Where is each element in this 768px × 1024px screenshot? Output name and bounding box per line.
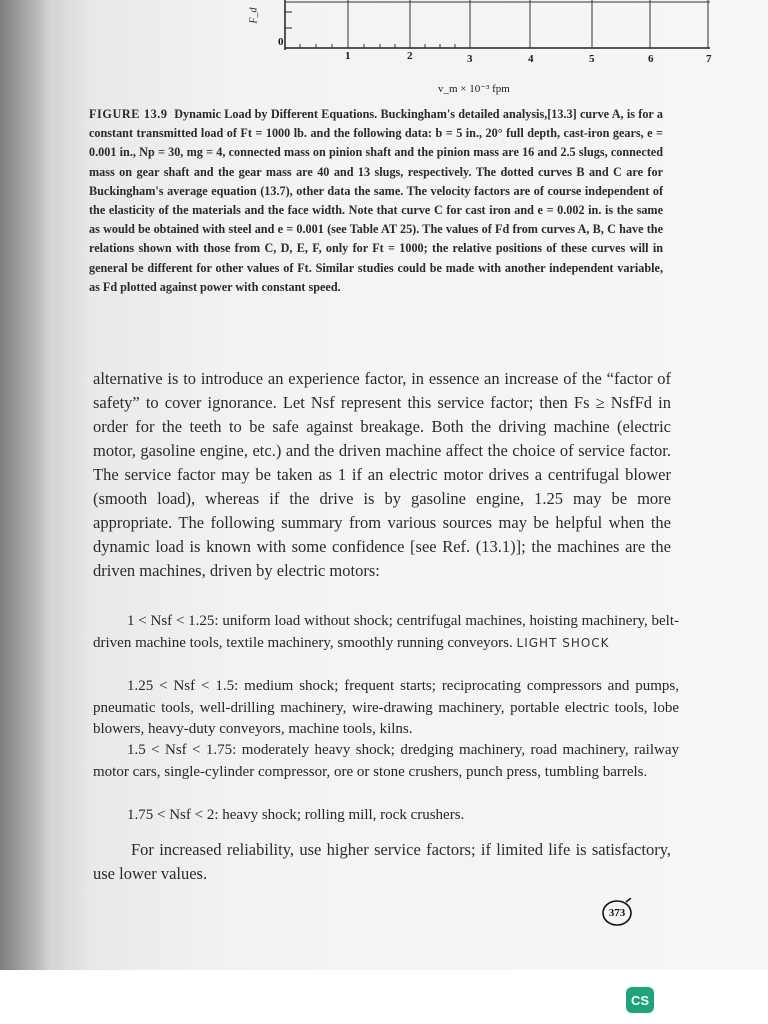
list-item-text: uniform load without shock; centrifugal machines, hoisting machinery, belt-driven machine tools, textile machinery, smoothly running conveyors. bbox=[93, 613, 679, 651]
page-shadow bbox=[0, 0, 52, 970]
caption-text: Dynamic Load by Different Equations. Buckingham's detailed analysis,[13.3] curve A, is for a constant transmitted load of Ft = 1000 lb. and the following data: b = 5 in., 20° full depth, cast-iron gears, e = 0.001 in., Np = 30, mg = 4, connected mass on pinion shaft and the pinion mass are 16 and 2.5 slugs, connected mass on gear shaft and the gear mass are 40 and 13 slugs, respectively. The dotted curves B and C are for Buckingham's average equation (13.7), other data the same. The velocity factors are of course independent of the elasticity of the materials and the face width. Note that curve C for cast iron and e = 0.002 in. is the same as would be obtained with steel and e = 0.001 (see Table AT 25). The values of Fd from curves A, B, C have the relations shown with those from C, D, E, F, only for Ft = 1000; the relative positions of these curves will in general be different for other values of Ft. Similar studies could be made with another independent variable, as Fd plotted against power with constant speed. bbox=[89, 107, 664, 294]
x-tick: 7 bbox=[706, 53, 712, 65]
list-item bbox=[93, 805, 679, 827]
badge-text: CS bbox=[630, 992, 650, 1008]
figure-caption bbox=[89, 105, 663, 297]
camscanner-logo-icon bbox=[626, 987, 654, 1013]
list-item bbox=[93, 676, 679, 741]
list-item-text: medium shock; frequent starts; reciprocating compressors and pumps, pneumatic tools, well-drilling machinery, wire-drawing machinery, portable electric tools, lobe blowers, heavy-duty conveyors, machine tools, kilns. bbox=[93, 678, 679, 737]
x-tick: 2 bbox=[407, 50, 413, 62]
x-tick: 6 bbox=[648, 53, 654, 65]
x-tick: 1 bbox=[345, 50, 351, 62]
list-item bbox=[93, 611, 679, 654]
handwritten-note: LIGHT SHOCK bbox=[516, 635, 610, 650]
list-item-text: moderately heavy shock; dredging machinery, road machinery, railway motor cars, single-cylinder compressor, ore or stone crushers, punch press, tumbling barrels. bbox=[93, 742, 679, 780]
body-paragraph-final bbox=[93, 838, 671, 886]
x-tick: 5 bbox=[589, 53, 595, 65]
page-number-text: 373 bbox=[608, 907, 626, 919]
x-tick: 3 bbox=[467, 53, 473, 65]
x-axis-label: v_m × 10⁻³ fpm bbox=[438, 83, 510, 95]
list-item-range: 1.25 < Nsf < 1.5: bbox=[127, 678, 239, 694]
list-item-range: 1 < Nsf < 1.25: bbox=[127, 613, 219, 629]
chart-gridlines bbox=[230, 0, 740, 95]
list-item-text: heavy shock; rolling mill, rock crushers. bbox=[218, 807, 465, 823]
origin-label: 0 bbox=[278, 36, 284, 48]
list-item bbox=[93, 740, 679, 783]
body-paragraph: alternative is to introduce an experience factor, in essence an increase of the “factor of safety” to cover ignorance. Let Nsf represent this service factor; then Fs ≥ NsfFd in order for the teeth to be safe against breakage. Both the driving machine (electric motor, gasoline engine, etc.) and the driven machine affect the choice of service factor. The service factor may be taken as 1 if an electric motor drives a centrifugal blower (smooth load), whereas if the drive is by gasoline engine, 1.25 may be more appropriate. The following summary from various sources may be helpful when the dynamic load is known with some confidence [see Ref. (13.1)]; the machines are the driven machines, driven by electric motors: bbox=[93, 369, 671, 580]
page-number bbox=[600, 898, 634, 928]
x-tick: 4 bbox=[528, 53, 534, 65]
final-paragraph-text: For increased reliability, use higher service factors; if limited life is satisfactory, use lower values. bbox=[93, 840, 671, 883]
chart-fragment bbox=[230, 0, 740, 95]
figure-label: FIGURE 13.9 bbox=[89, 107, 168, 121]
list-item-range: 1.75 < Nsf < 2: bbox=[127, 807, 219, 823]
y-axis-label: F_d bbox=[248, 7, 260, 24]
list-item-range: 1.5 < Nsf < 1.75: bbox=[127, 742, 237, 758]
